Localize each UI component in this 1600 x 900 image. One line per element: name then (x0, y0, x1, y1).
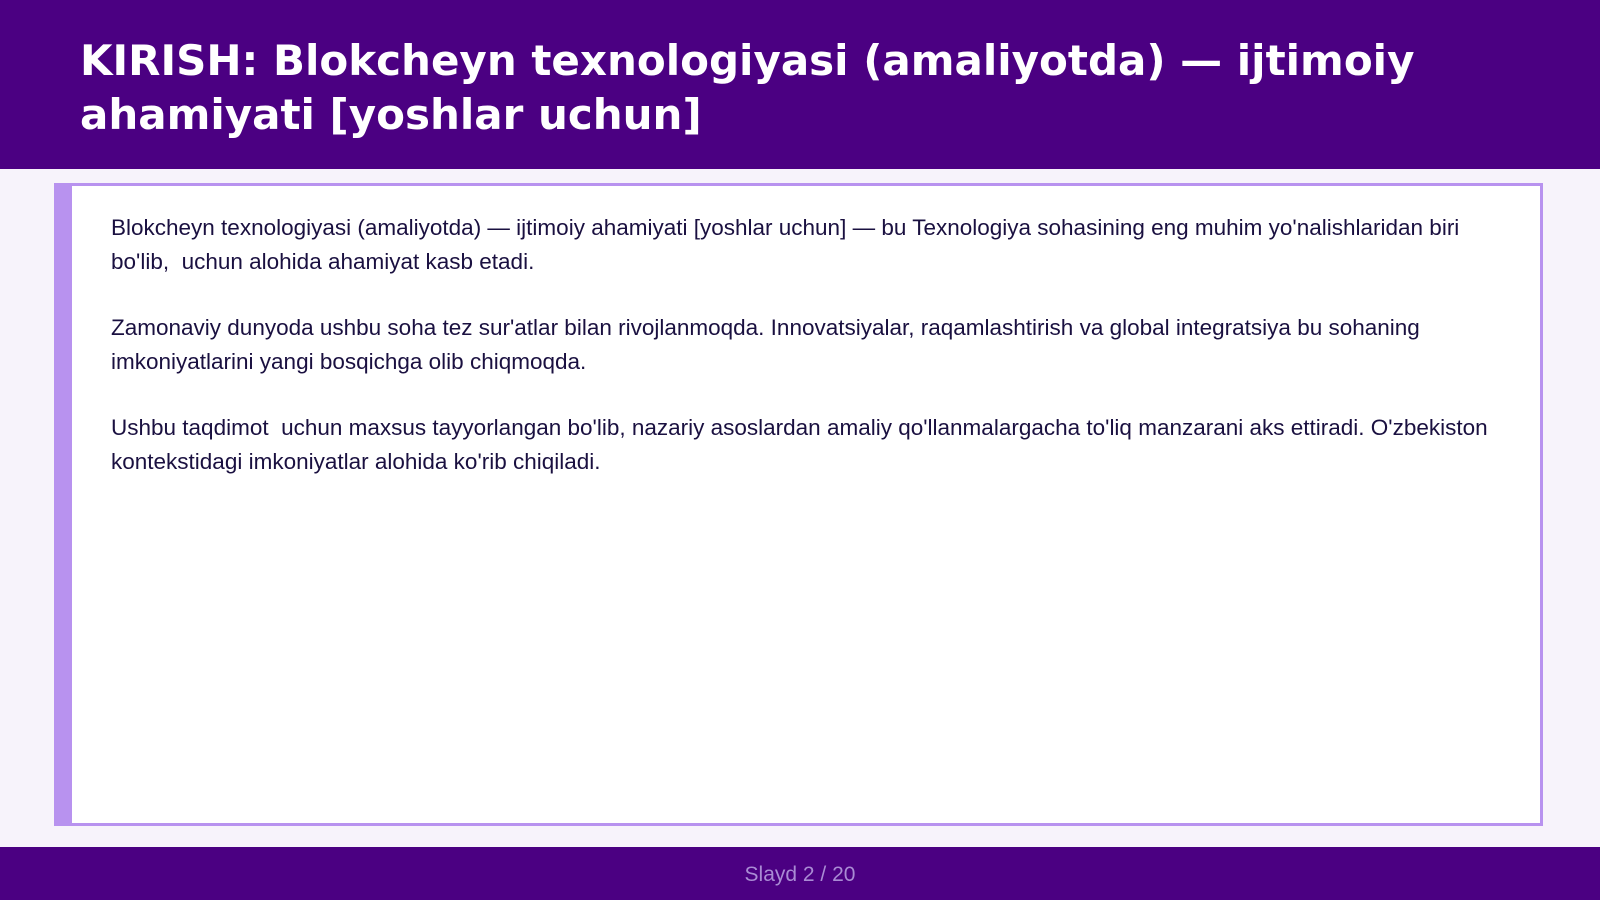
context-paragraph: Zamonaviy dunyoda ushbu soha tez sur'atlar bilan rivojlanmoqda. Innovatsiyalar, raqamlashtirish va global integratsiya bu sohaning imkoniyatlarini yangi bosqichga olib chiqmoqda. (111, 315, 1427, 374)
slide-number: Slayd 2 / 20 (744, 863, 856, 886)
slide-header (0, 0, 1600, 169)
slide-body (111, 211, 1496, 511)
slide-footer (0, 847, 1600, 900)
intro-paragraph: Blokcheyn texnologiyasi (amaliyotda) — ijtimoiy ahamiyati [yoshlar uchun] — bu Texnologiya sohasining eng muhim yo'nalishlaridan biri bo'lib, uchun alohida ahamiyat kasb etadi. (111, 215, 1466, 274)
slide-title: KIRISH: Blokcheyn texnologiyasi (amaliyotda) — ijtimoiy ahamiyati [yoshlar uchun] (80, 36, 1415, 139)
purpose-paragraph: Ushbu taqdimot uchun maxsus tayyorlangan bo'lib, nazariy asoslardan amaliy qo'llanmalargacha to'liq manzarani aks ettiradi. O'zbekiston kontekstidagi imkoniyatlar alohida ko'rib chiqiladi. (111, 415, 1494, 474)
